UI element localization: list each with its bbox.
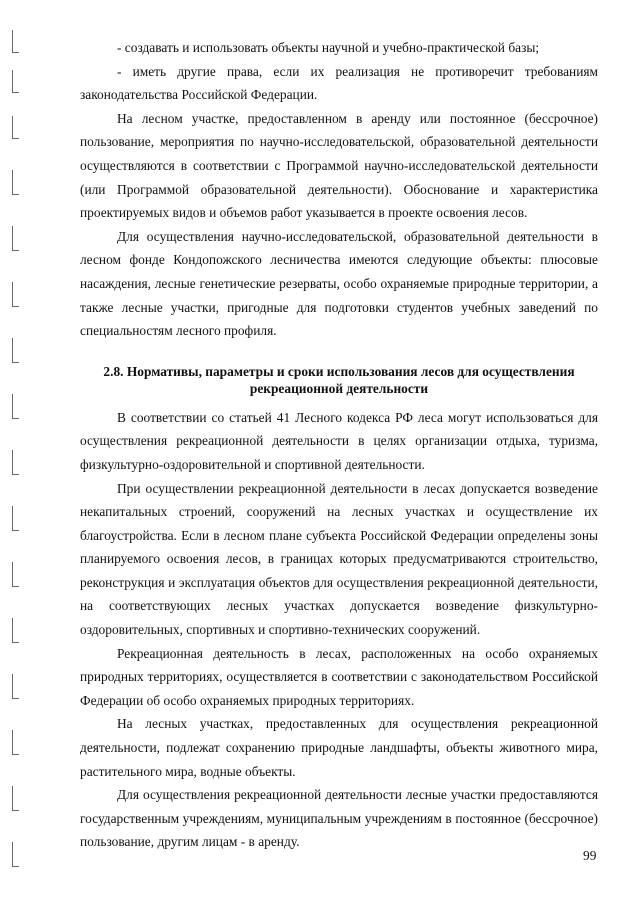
binding-mark xyxy=(12,116,19,139)
binding-marks xyxy=(0,0,30,905)
paragraph: Для осуществления рекреационной деятельности лесные участки предоставляются государственным учреждениям, муниципальным учреждениям в постоянное (бессрочное) пользование, другим лицам - в аренду. xyxy=(80,787,598,850)
paragraph: - иметь другие права, если их реализация не противоречит требованиям законодательства Российской Федерации. xyxy=(80,63,598,103)
binding-mark xyxy=(12,674,19,699)
paragraph: Для осуществления научно-исследовательской, образовательной деятельности в лесном фонде Кондопожского лесничества имеются следующие объекты: плюсовые насаждения, лесные генетические резерваты, особо охраняемые природные территории, а также лесные участки, пригодные для подготовки студентов учебных заведений по специальностям лесного профиля. xyxy=(80,228,598,339)
binding-mark xyxy=(12,730,19,755)
binding-mark xyxy=(12,338,19,363)
binding-mark xyxy=(12,282,19,307)
document-page xyxy=(80,36,598,854)
paragraph: Рекреационная деятельность в лесах, расположенных на особо охраняемых природных территориях, осуществляется в соответствии с законодательством Российской Федерации об особо охраняемых природных территориях. xyxy=(80,645,598,708)
binding-mark xyxy=(12,618,19,643)
binding-mark xyxy=(12,70,19,93)
binding-mark xyxy=(12,394,19,419)
section-heading-line: 2.8. Нормативы, параметры и сроки использования лесов для осуществления xyxy=(103,363,575,379)
binding-mark xyxy=(12,170,19,195)
paragraph: На лесных участках, предоставленных для осуществления рекреационной деятельности, подлежат сохранению природные ландшафты, объекты животного мира, растительного мира, водные объекты. xyxy=(80,716,598,779)
paragraph: При осуществлении рекреационной деятельности в лесах допускается возведение некапитальных строений, сооружений на лесных участках и осуществление их благоустройства. Если в лесном плане субъекта Российской Федерации определены зоны планируемого освоения лесов, в границах которых предусматриваются строительство, реконструкция и эксплуатация объектов для осуществления рекреационной деятельности, на соответствующих лесных участках допускается возведение физкультурно-оздоровительных, спортивных и спортивно-технических сооружений. xyxy=(80,480,598,638)
binding-mark xyxy=(12,562,19,587)
binding-mark xyxy=(12,842,19,867)
section-heading xyxy=(80,363,598,397)
binding-mark xyxy=(12,30,19,53)
binding-mark xyxy=(12,450,19,475)
page-number: 99 xyxy=(583,848,597,863)
binding-mark xyxy=(12,786,19,811)
paragraph: - создавать и использовать объекты научной и учебно-практической базы; xyxy=(117,40,540,55)
paragraph: В соответствии со статьей 41 Лесного кодекса РФ леса могут использоваться для осуществления рекреационной деятельности в целях организации отдыха, туризма, физкультурно-оздоровительной и спортивной деятельности. xyxy=(80,409,598,472)
binding-mark xyxy=(12,226,19,251)
paragraph: На лесном участке, предоставленном в аренду или постоянное (бессрочное) пользование, мероприятия по научно-исследовательской, образовательной деятельности осуществляются в соответствии с Программой научно-исследовательской деятельности (или Программой образовательной деятельности). Обоснование и характеристика проектируемых видов и объемов работ указывается в проекте освоения лесов. xyxy=(80,110,598,221)
section-heading-line: рекреационной деятельности xyxy=(249,380,429,396)
binding-mark xyxy=(12,506,19,531)
